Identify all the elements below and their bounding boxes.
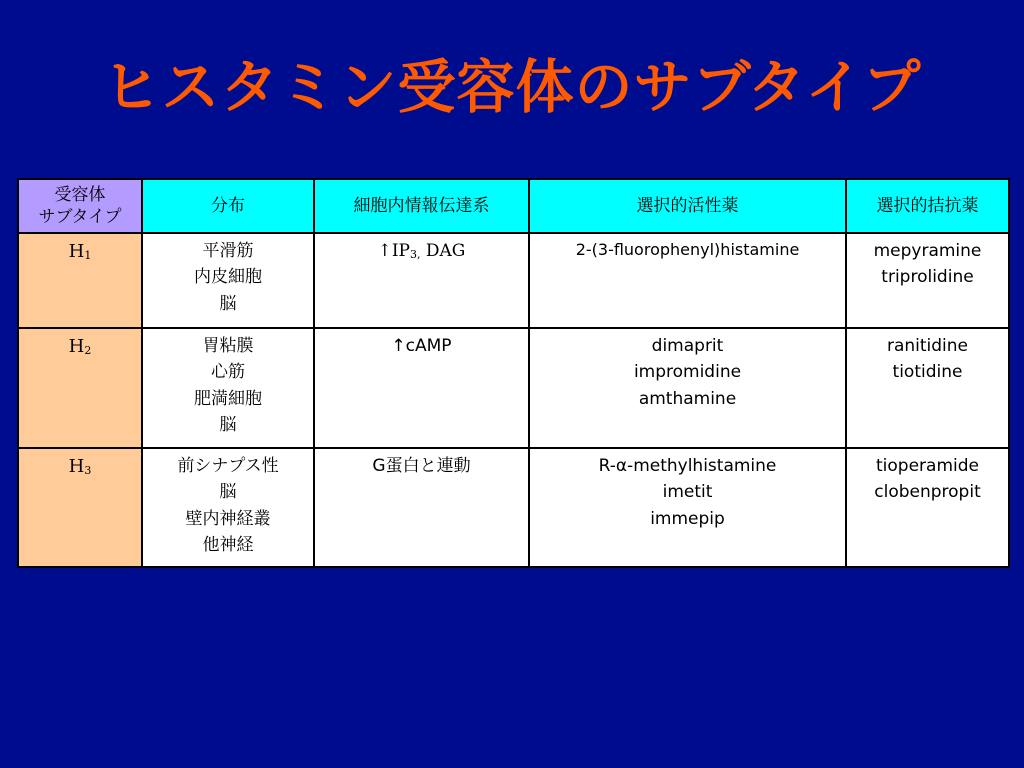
antagonist-item: triprolidine (881, 267, 974, 288)
agonist-cell (529, 448, 846, 567)
header-subtype-line1: 受容体 (54, 184, 106, 205)
slide-title: ヒスタミン受容体のサブタイプ (102, 53, 922, 121)
header-distribution: 分布 (142, 179, 314, 233)
antagonist-item: clobenpropit (874, 482, 981, 503)
distribution-cell (142, 328, 314, 448)
agonist-item: dimaprit (651, 336, 724, 356)
subtype-label: H (68, 336, 85, 357)
agonist-item: amthamine (638, 388, 737, 409)
histamine-receptor-table (17, 178, 1010, 568)
distribution-item: 脳 (219, 482, 237, 503)
subtype-cell (18, 448, 142, 567)
distribution-item: 前シナプス性 (177, 456, 279, 476)
agonist-item: impromidine (633, 362, 742, 383)
distribution-item: 脳 (219, 415, 237, 436)
antagonist-item: mepyramine (873, 241, 982, 261)
header-subtype-line2: サブタイプ (38, 207, 122, 227)
signaling-main: ↑IP (377, 241, 410, 261)
signaling-subscript: 3, (410, 248, 421, 261)
signaling-cell (314, 448, 529, 567)
header-row (18, 179, 1009, 233)
signaling-rest: DAG (420, 241, 466, 261)
subtype-cell (18, 328, 142, 448)
agonist-item: 2-(3-fluorophenyl)histamine (575, 240, 800, 259)
agonist-cell (529, 328, 846, 448)
distribution-item: 胃粘膜 (202, 336, 254, 356)
antagonist-cell (846, 233, 1009, 328)
distribution-item: 平滑筋 (202, 241, 254, 261)
antagonist-cell (846, 328, 1009, 448)
signaling-cell (314, 233, 529, 328)
table-row-h3 (18, 448, 1009, 567)
subtype-label: H (68, 456, 85, 477)
distribution-item: 壁内神経叢 (185, 508, 271, 529)
subtype-label: H (68, 241, 85, 262)
subtype-subscript: 1 (84, 249, 92, 262)
table-row-h2 (18, 328, 1009, 448)
antagonist-item: ranitidine (886, 336, 969, 356)
antagonist-cell (846, 448, 1009, 567)
distribution-item: 心筋 (211, 362, 245, 383)
subtype-subscript: 3 (84, 464, 92, 477)
signaling-main: G蛋白と連動 (372, 456, 471, 476)
signaling-cell (314, 328, 529, 448)
header-subtype (18, 179, 142, 233)
header-agonist: 選択的活性薬 (529, 179, 846, 233)
antagonist-item: tioperamide (876, 456, 979, 476)
signaling-main: ↑cAMP (391, 336, 452, 356)
agonist-cell (529, 233, 846, 328)
distribution-item: 脳 (219, 293, 237, 314)
header-signaling: 細胞内情報伝達系 (314, 179, 529, 233)
distribution-cell (142, 233, 314, 328)
antagonist-item: tiotidine (892, 362, 963, 383)
agonist-item: R-α-methylhistamine (598, 456, 777, 476)
distribution-item: 肥満細胞 (194, 388, 262, 409)
distribution-item: 他神経 (202, 535, 254, 556)
table-row-h1 (18, 233, 1009, 328)
agonist-item: imetit (662, 482, 713, 503)
agonist-item: immepip (650, 508, 725, 529)
distribution-item: 内皮細胞 (194, 267, 262, 288)
distribution-cell (142, 448, 314, 567)
subtype-subscript: 2 (84, 344, 92, 357)
header-antagonist: 選択的拮抗薬 (846, 179, 1009, 233)
subtype-cell (18, 233, 142, 328)
